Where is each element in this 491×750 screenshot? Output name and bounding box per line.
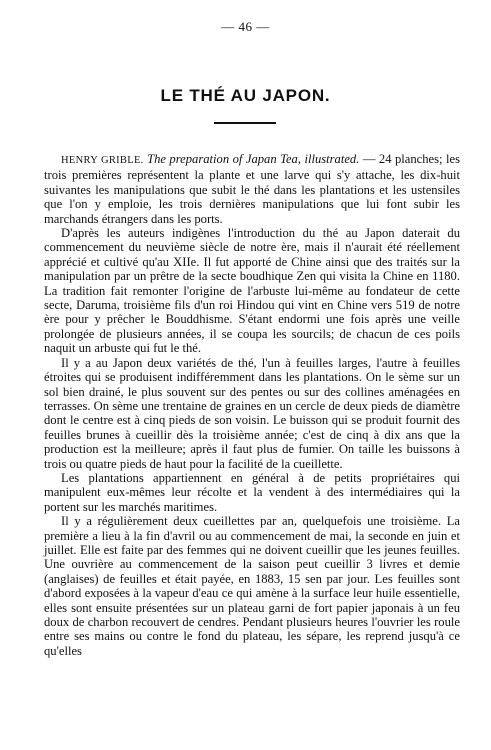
chapter-title: LE THÉ AU JAPON. <box>160 86 331 105</box>
paragraph: Il y a régulièrement deux cueillettes par an, quelquefois une troisième. La première a lieu à la fin d'avril ou au commencement de mai, la seconde en juin et juillet. Elle est faite par des femmes qui ne doivent cueillir que les jeunes feuilles. Une ouvrière au commencement de la saison peut cueillir 3 livres et demie (anglaises) de feuilles et était payée, en 1883, 15 sen par jour. Les feuilles sont d'abord exposées à la vapeur d'eau ce qui amène à la surface leur huile essentielle, elles sont ensuite présentées sur un plateau garni de fort papier japonais à un feu doux de charbon recouvert de cendres. Pendant plusieurs heures l'ouvrier les roule entre ses mains ou contre le fond du plateau, les sépare, les reprend jusqu'à ce qu'elles <box>44 514 460 658</box>
title-divider <box>214 122 276 124</box>
paragraph: Il y a au Japon deux variétés de thé, l'un à feuilles larges, l'autre à feuilles étroites qui se produisent indifféremment dans les plantations. On le sème sur un sol bien drainé, le plus souvent sur des pentes ou sur des collines aménagées en terrasses. On sème une trentaine de graines en un cercle de deux pieds de diamètre dont le centre est à cinq pieds de son voisin. Le buisson qui se produit fournit des feuilles brunes à cueillir dès la troisième année; c'est de cinq à dix ans que la production est la meilleure; après il faut plus de fumier. On taille les buissons à trois ou quatre pieds de haut pour la facilité de la cueillette. <box>44 355 460 471</box>
page-number: — 46 — <box>221 19 270 34</box>
paragraph <box>44 152 460 226</box>
author-name: HENRY GRIBLE. <box>61 155 144 166</box>
work-title: The preparation of Japan Tea, illustrated. <box>147 152 360 166</box>
body-text <box>44 152 460 658</box>
paragraph: D'après les auteurs indigènes l'introduction du thé au Japon daterait du commencement du neuvième siècle de notre ère, mais il n'aurait été réellement apprécié et cultivé qu'au XIIe. Il fut apporté de Chine ainsi que des traités sur la manipulation par un prêtre de la secte boudhique Zen qui visita la Chine en 1180. La tradition fait remonter l'origine de l'arbuste lui-même au fondateur de cette secte, Daruma, troisième fils d'un roi Hindou qui vint en Chine vers 519 de notre ère pour y prêcher le Bouddhisme. S'étant endormi une fois après une veille prolongée de plusieurs années, il se coupa les sourcils; de chacun de ces poils naquit un arbuste qui fut le thé. <box>44 226 460 356</box>
paragraph: Les plantations appartiennent en général à de petits propriétaires qui manipulent eux-mêmes leur récolte et la vendent à des intermédiaires qui la portent sur les marchés maritimes. <box>44 470 460 514</box>
paragraph-text: — 24 planches; les trois premières représentent la plante et une larve qui s'y attache, les dix-huit suivantes les manipulations que subit le thé dans les plantations et les ustensiles que l'on y emploie, les trois dernières manipulations que lui font subir les marchands étrangers dans les ports. <box>44 152 460 226</box>
